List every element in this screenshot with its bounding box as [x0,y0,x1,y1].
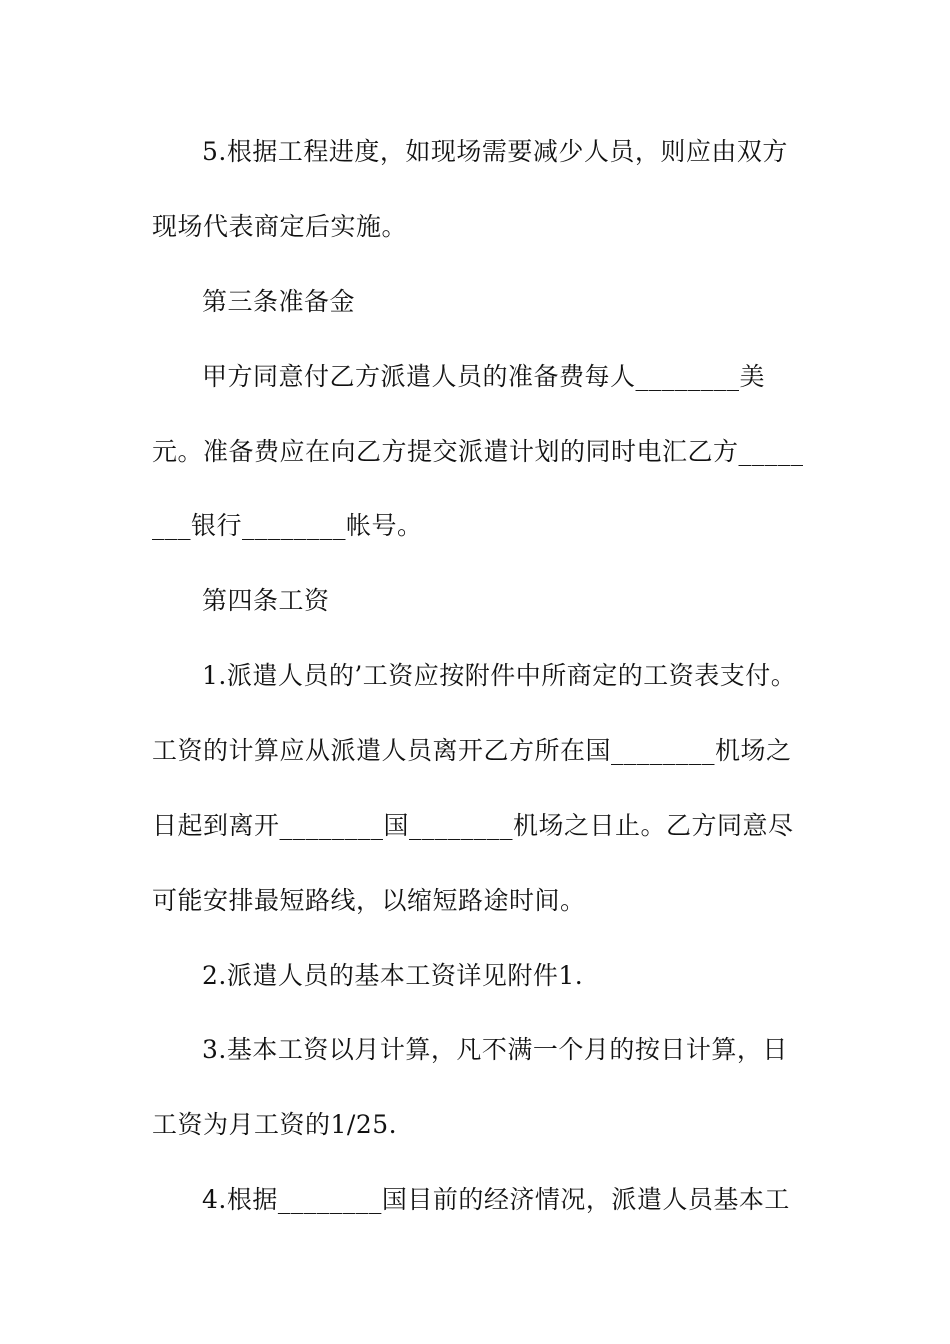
paragraph-line: 1.派遣人员的’工资应按附件中所商定的工资表支付。 [202,661,797,690]
paragraph-line: 甲方同意付乙方派遣人员的准备费每人________美 [202,362,766,391]
paragraph-line: 可能安排最短路线，以缩短路途时间。 [152,886,586,915]
paragraph-line: 3.基本工资以月计算，凡不满一个月的按日计算，日 [202,1035,788,1064]
paragraph-line: 工资的计算应从派遣人员离开乙方所在国________机场之 [152,736,792,765]
paragraph-line: 日起到离开________国________机场之日止。乙方同意尽 [152,811,794,840]
paragraph-line: 现场代表商定后实施。 [152,212,408,241]
paragraph-line: 5.根据工程进度，如现场需要减少人员，则应由双方 [202,137,788,166]
paragraph-line: 4.根据________国目前的经济情况，派遣人员基本工 [202,1185,790,1214]
paragraph-line: 工资为月工资的1/25. [152,1110,398,1139]
paragraph-line: ___银行________帐号。 [152,511,423,540]
paragraph-line: 2.派遣人员的基本工资详见附件1. [202,961,584,990]
paragraph-line: 元。准备费应在向乙方提交派遣计划的同时电汇乙方_____ [152,437,804,466]
section-heading: 第三条准备金 [202,287,356,316]
section-heading: 第四条工资 [202,586,330,615]
